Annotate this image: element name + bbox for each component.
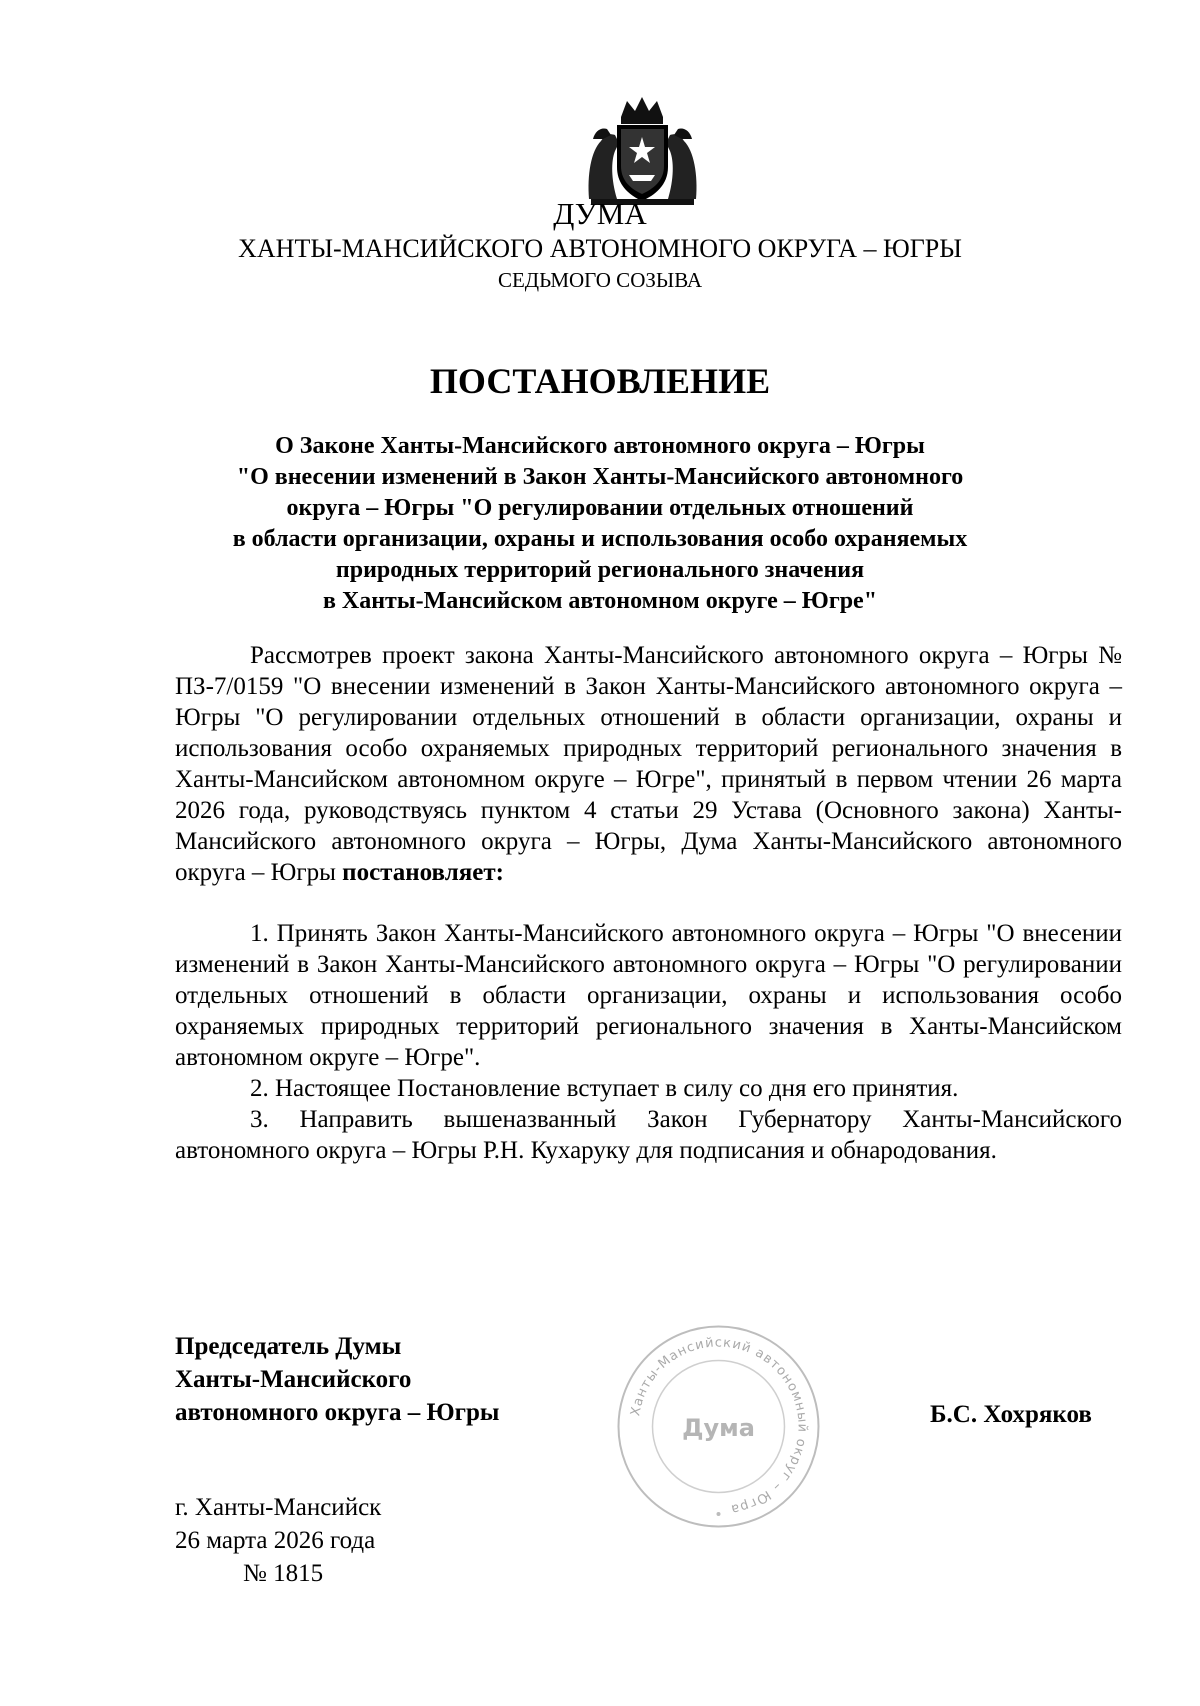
subject-line: в Ханты-Мансийском автономном округе – Югре" bbox=[322, 588, 878, 614]
preamble-paragraph bbox=[175, 640, 1122, 888]
signatory-position-line: автономного округа – Югры bbox=[175, 1399, 500, 1426]
resolution-item: 1. Принять Закон Ханты-Мансийского автономного округа – Югры "О внесении изменений в Закон Ханты-Мансийского автономного округа – Югры "О регулировании отдельных отношений в области организации, охраны и использования особо охраняемых природных территорий регионального значения в Ханты-Мансийском автономном округе – Югре". bbox=[175, 920, 1122, 1071]
region-name: ХАНТЫ-МАНСИЙСКОГО АВТОНОМНОГО ОКРУГА – ЮГРЫ bbox=[238, 234, 962, 263]
subject-line: в области организации, охраны и использования особо охраняемых bbox=[232, 526, 968, 552]
subject-line: О Законе Ханты-Мансийского автономного округа – Югры bbox=[275, 433, 925, 459]
document-number: № 1815 bbox=[243, 1560, 324, 1587]
coat-of-arms-emblem bbox=[585, 95, 700, 210]
signatory-position-line: Ханты-Мансийского bbox=[175, 1366, 412, 1393]
subject-line: "О внесении изменений в Закон Ханты-Мансийского автономного bbox=[236, 464, 964, 490]
signatory-name: Б.С. Хохряков bbox=[930, 1401, 1092, 1428]
preamble-text: Рассмотрев проект закона Ханты-Мансийского автономного округа – Югры № ПЗ-7/0159 "О внесении изменений в Закон Ханты-Мансийского автономного округа – Югры "О регулировании отдельных отношений в области организации, охраны и использования особо охраняемых природных территорий регионального значения в Ханты-Мансийском автономном округе – Югре", принятый в первом чтении 26 марта 2026 года, руководствуясь пунктом 4 статьи 29 Устава (Основного закона) Ханты-Мансийского автономного округа – Югры, Дума Ханты-Мансийского автономного округа – Югры bbox=[175, 642, 1122, 886]
stamp-center-text: Дума bbox=[682, 1414, 755, 1442]
document-footer bbox=[175, 1491, 381, 1557]
signatory-position-line: Председатель Думы bbox=[175, 1333, 402, 1360]
org-name: ДУМА bbox=[553, 196, 647, 231]
resolution-item: 3. Направить вышеназванный Закон Губернатору Ханты-Мансийского автономного округа – Югры Р.Н. Кухаруку для подписания и обнародования. bbox=[175, 1106, 1122, 1164]
city: г. Ханты-Мансийск bbox=[175, 1494, 382, 1521]
stamp-ring-text: Ханты-Мансийский автономный округ – Югра bbox=[628, 1335, 810, 1517]
resolves-word: постановляет: bbox=[342, 859, 504, 886]
document-type: ПОСТАНОВЛЕНИЕ bbox=[429, 361, 771, 401]
resolution-item: 2. Настоящее Постановление вступает в силу со дня его принятия. bbox=[250, 1075, 959, 1102]
subject-line: округа – Югры "О регулировании отдельных отношений bbox=[286, 495, 914, 521]
document-subject bbox=[150, 431, 1050, 617]
subject-line: природных территорий регионального значения bbox=[335, 557, 865, 583]
convocation: СЕДЬМОГО СОЗЫВА bbox=[497, 268, 703, 292]
document-body bbox=[175, 640, 1122, 1166]
signatory-position bbox=[175, 1330, 499, 1429]
official-seal-stamp bbox=[616, 1324, 821, 1529]
date: 26 марта 2026 года bbox=[175, 1527, 376, 1554]
